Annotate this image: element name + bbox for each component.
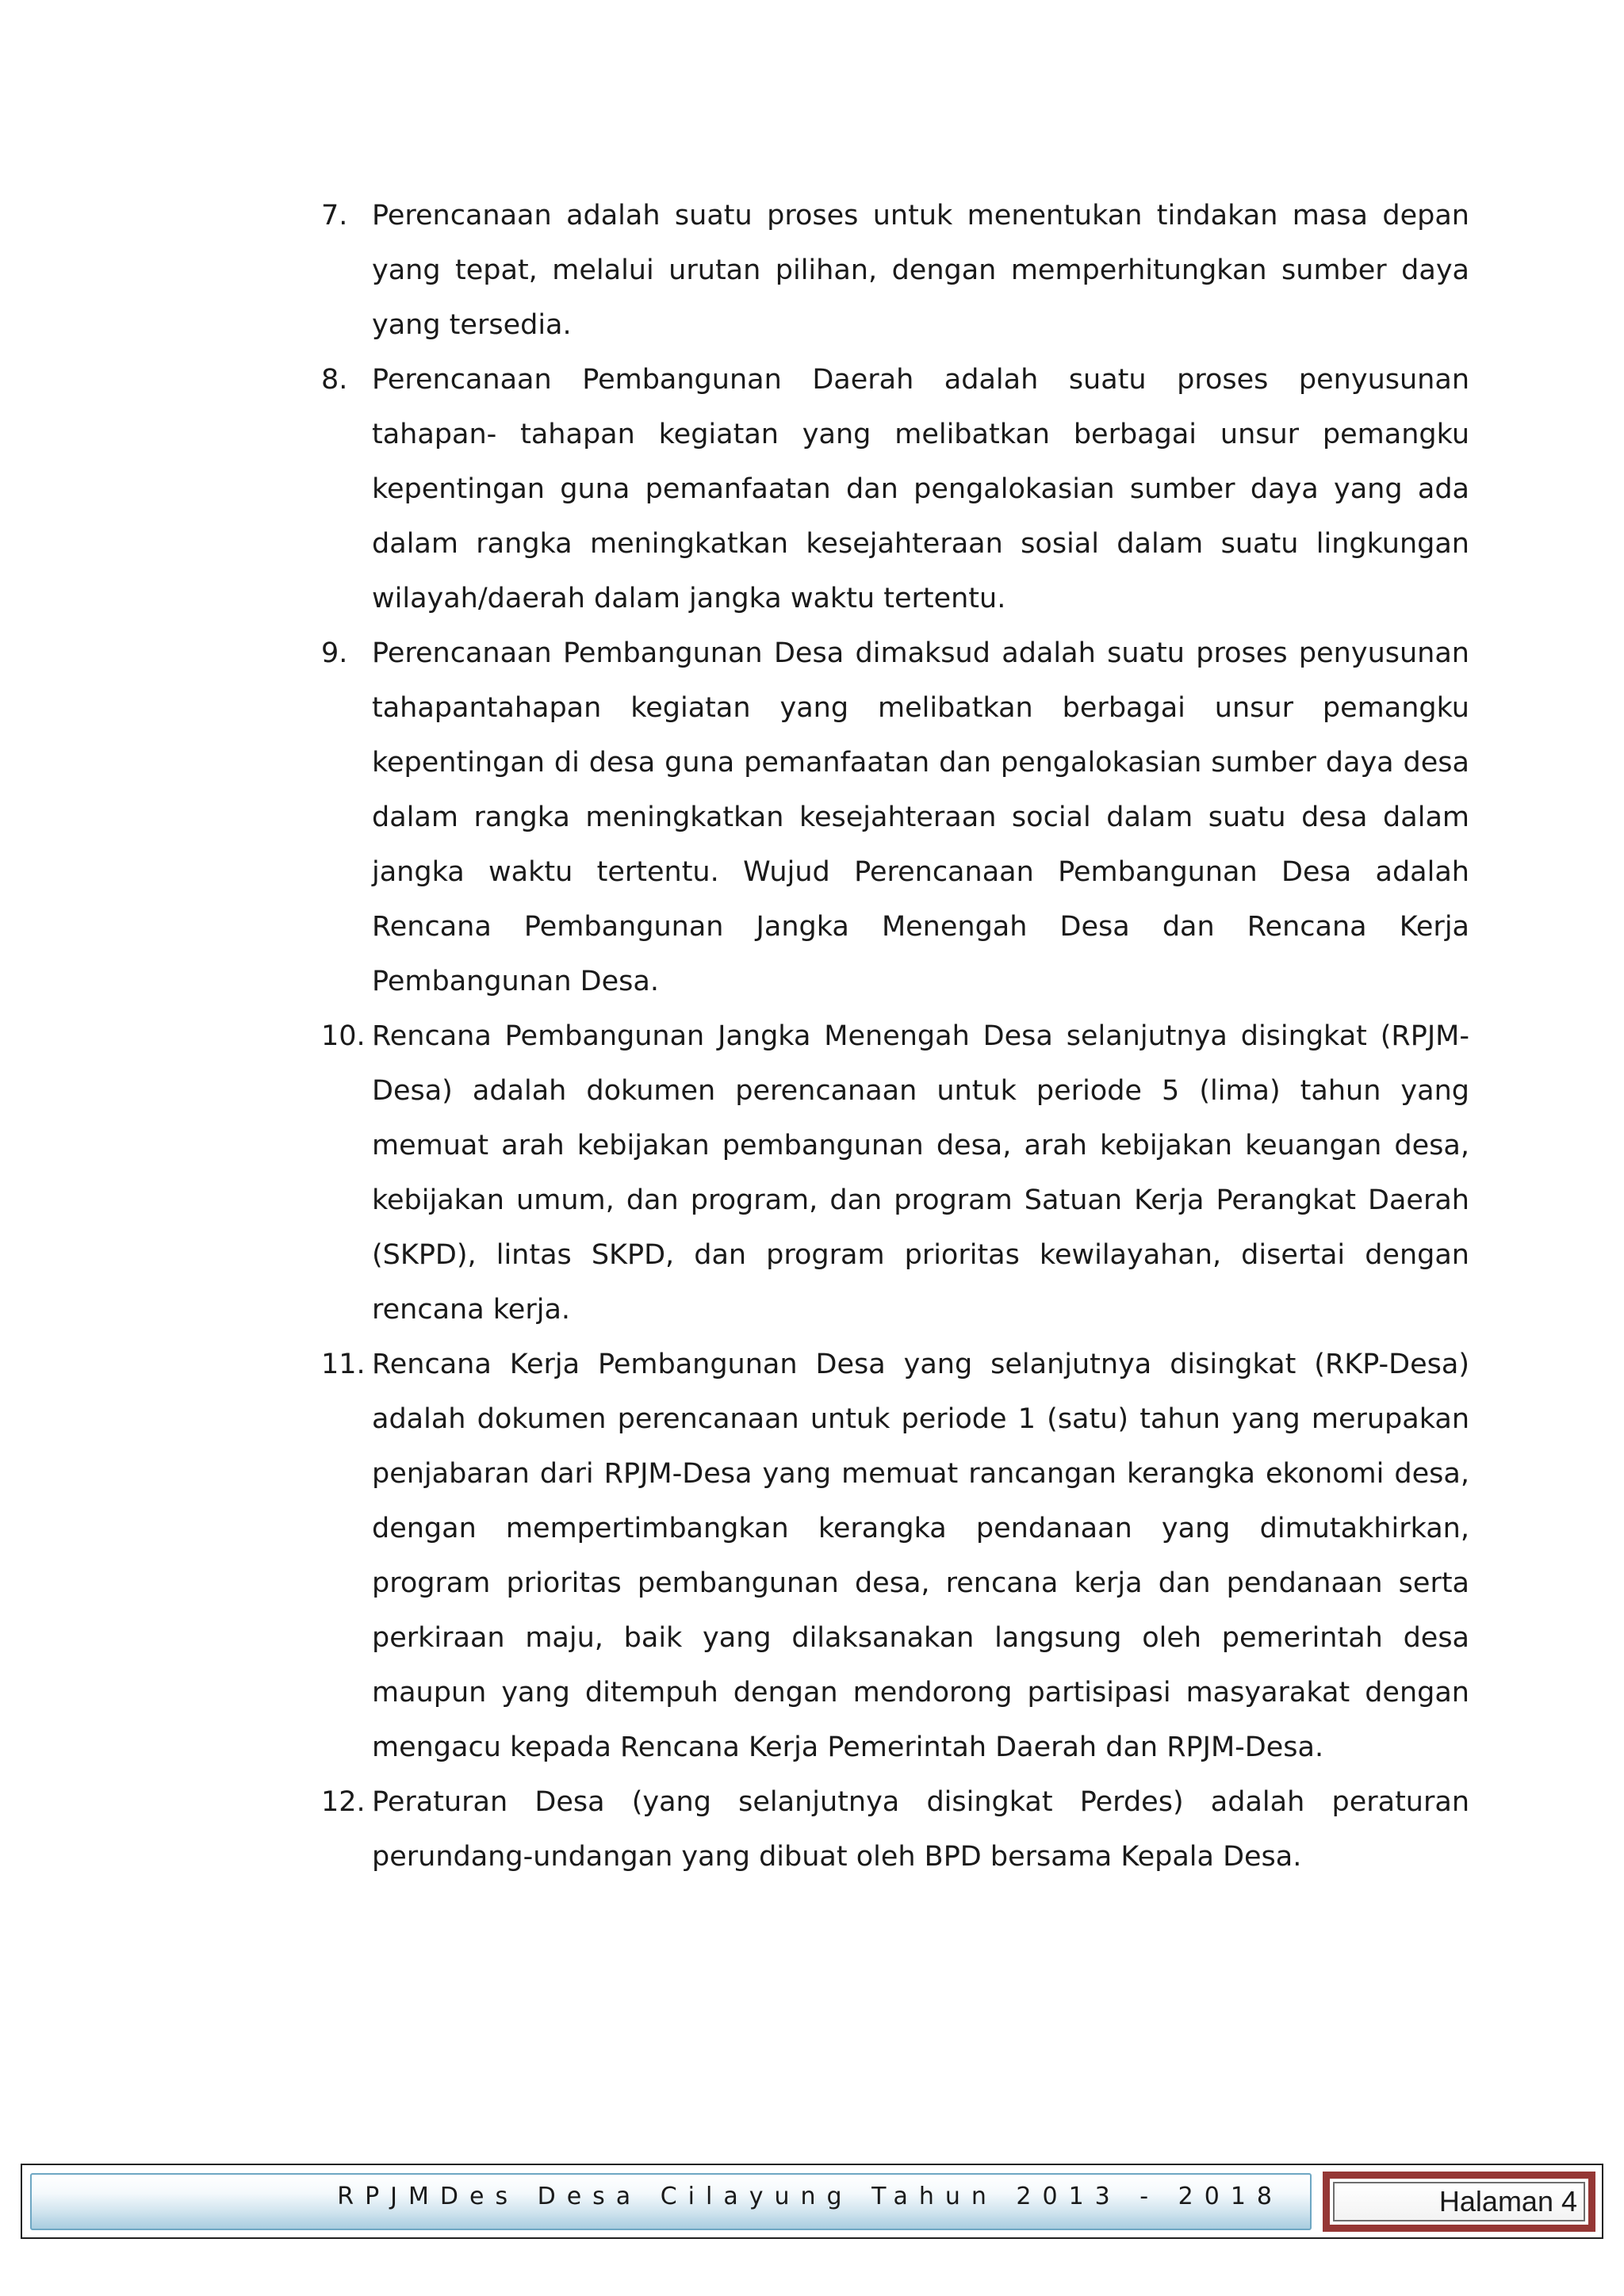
item-text: Rencana Kerja Pembangunan Desa yang selanjutnya disingkat (RKP-Desa) adalah dokumen perencanaan untuk periode 1 (satu) tahun yang merupakan penjabaran dari RPJM-Desa yang memuat rancangan kerangka ekonomi desa, dengan mempertimbangkan kerangka pendanaan yang dimutakhirkan, program prioritas pembangunan desa, rencana kerja dan pendanaan serta perkiraan maju, baik yang dilaksanakan langsung oleh pemerintah desa maupun yang ditempuh dengan mendorong partisipasi masyarakat dengan mengacu kepada Rencana Kerja Pemerintah Daerah dan RPJM-Desa. bbox=[372, 1349, 1469, 1763]
page-number-box bbox=[1323, 2172, 1595, 2232]
item-text: Rencana Pembangunan Jangka Menengah Desa selanjutnya disingkat (RPJM-Desa) adalah dokumen perencanaan untuk periode 5 (lima) tahun yang memuat arah kebijakan pembangunan desa, arah kebijakan keuangan desa, kebijakan umum, dan program, dan program Satuan Kerja Perangkat Daerah (SKPD), lintas SKPD, dan program prioritas kewilayahan, disertai dengan rencana kerja. bbox=[372, 1020, 1469, 1326]
item-text: Perencanaan Pembangunan Daerah adalah suatu proses penyusunan tahapan- tahapan kegiatan yang melibatkan berbagai unsur pemangku kepentingan guna pemanfaatan dan pengalokasian sumber daya yang ada dalam rangka meningkatkan kesejahteraan sosial dalam suatu lingkungan wilayah/daerah dalam jangka waktu tertentu. bbox=[372, 364, 1469, 614]
item-text: Peraturan Desa (yang selanjutnya disingkat Perdes) adalah peraturan perundang-undangan yang dibuat oleh BPD bersama Kepala Desa. bbox=[372, 1786, 1469, 1873]
list-item bbox=[321, 353, 1469, 626]
list-item bbox=[321, 626, 1469, 1009]
item-number: 8. bbox=[321, 364, 348, 396]
list-item bbox=[321, 1775, 1469, 1885]
item-number: 7. bbox=[321, 200, 348, 232]
item-text: Perencanaan Pembangunan Desa dimaksud adalah suatu proses penyusunan tahapantahapan kegiatan yang melibatkan berbagai unsur pemangku kepentingan di desa guna pemanfaatan dan pengalokasian sumber daya desa dalam rangka meningkatkan kesejahteraan social dalam suatu desa dalam jangka waktu tertentu. Wujud Perencanaan Pembangunan Desa adalah Rencana Pembangunan Jangka Menengah Desa dan Rencana Kerja Pembangunan Desa. bbox=[372, 637, 1469, 997]
page-number-label: Halaman 4 bbox=[1438, 2185, 1577, 2218]
footer-title-band bbox=[30, 2173, 1312, 2230]
item-number: 10. bbox=[321, 1020, 366, 1052]
list-item bbox=[321, 1337, 1469, 1775]
item-number: 12. bbox=[321, 1786, 366, 1818]
item-number: 9. bbox=[321, 637, 348, 669]
item-text: Perencanaan adalah suatu proses untuk menentukan tindakan masa depan yang tepat, melalui urutan pilihan, dengan memperhitungkan sumber daya yang tersedia. bbox=[372, 200, 1469, 341]
list-item bbox=[321, 189, 1469, 353]
footer-title: RPJMDes Desa Cilayung Tahun 2013 - 2018 bbox=[337, 2183, 1283, 2210]
item-number: 11. bbox=[321, 1349, 366, 1380]
definition-list bbox=[321, 189, 1469, 1885]
page-number-box-inner bbox=[1333, 2182, 1585, 2221]
page-footer bbox=[21, 2164, 1603, 2239]
list-item bbox=[321, 1009, 1469, 1337]
